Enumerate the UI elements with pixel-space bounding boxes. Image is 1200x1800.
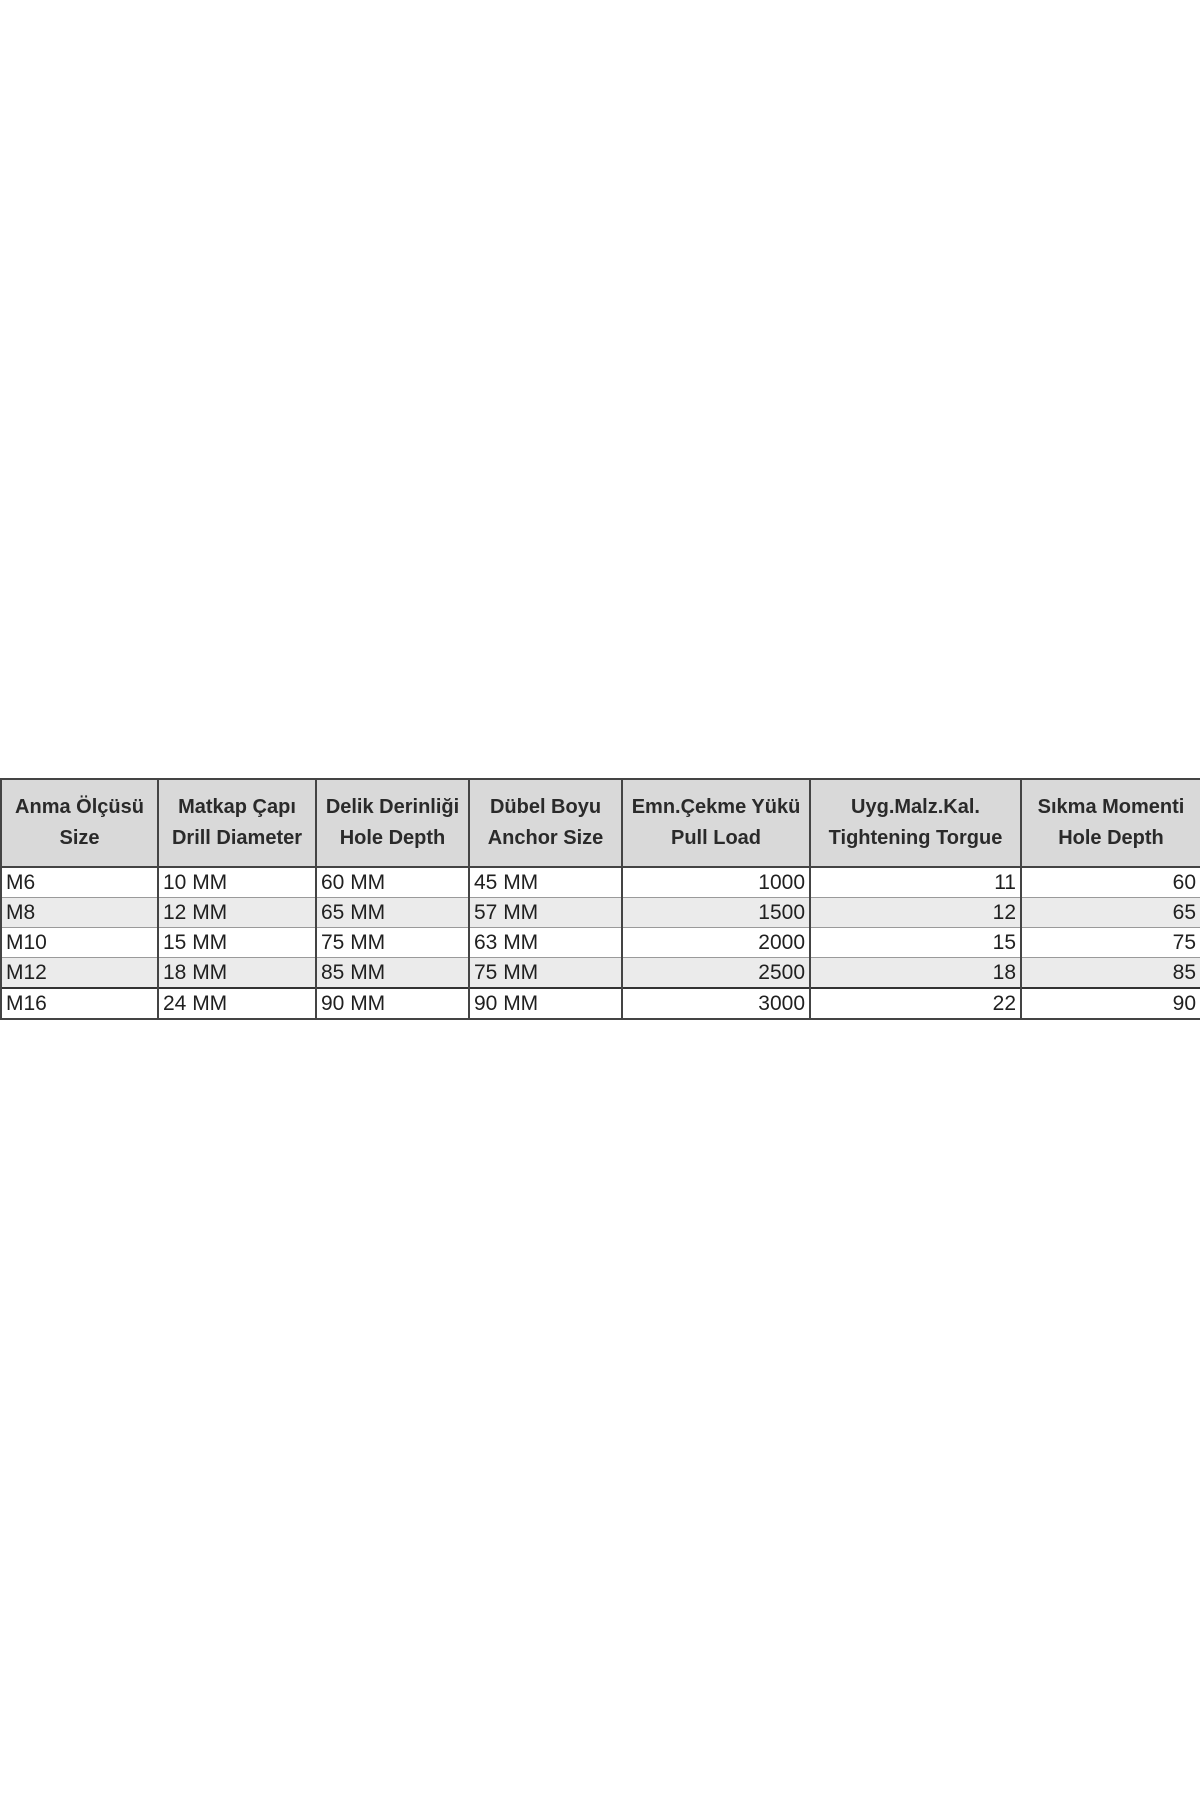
header-hole-depth — [316, 779, 469, 867]
cell-drill-diameter: 15 MM — [158, 928, 316, 958]
cell-tightening-moment: 75 — [1021, 928, 1200, 958]
header-tightening-torque-en: Tightening Torgue — [828, 827, 1003, 849]
cell-size: M16 — [1, 988, 158, 1019]
cell-hole-depth: 75 MM — [316, 928, 469, 958]
header-tightening-moment-en: Hole Depth — [1058, 827, 1164, 849]
cell-hole-depth: 85 MM — [316, 958, 469, 989]
cell-pull-load: 1500 — [622, 898, 810, 928]
cell-tightening-moment: 60 — [1021, 867, 1200, 898]
table-row — [1, 867, 1200, 898]
cell-drill-diameter: 24 MM — [158, 988, 316, 1019]
header-drill-diameter-tr: Matkap Çapı — [178, 796, 296, 818]
table-row — [1, 898, 1200, 928]
header-anchor-size-en: Anchor Size — [487, 827, 604, 849]
cell-anchor-size: 57 MM — [469, 898, 622, 928]
cell-anchor-size: 63 MM — [469, 928, 622, 958]
cell-hole-depth: 65 MM — [316, 898, 469, 928]
cell-tightening-torque: 18 — [810, 958, 1021, 989]
header-size — [1, 779, 158, 867]
header-drill-diameter — [158, 779, 316, 867]
cell-tightening-torque: 11 — [810, 867, 1021, 898]
cell-tightening-moment: 85 — [1021, 958, 1200, 989]
header-pull-load — [622, 779, 810, 867]
cell-anchor-size: 45 MM — [469, 867, 622, 898]
cell-tightening-moment: 90 — [1021, 988, 1200, 1019]
cell-tightening-moment: 65 — [1021, 898, 1200, 928]
cell-tightening-torque: 22 — [810, 988, 1021, 1019]
header-size-tr: Anma Ölçüsü — [15, 796, 144, 818]
header-size-en: Size — [59, 827, 100, 849]
cell-anchor-size: 75 MM — [469, 958, 622, 989]
cell-drill-diameter: 10 MM — [158, 867, 316, 898]
header-tightening-torque-tr: Uyg.Malz.Kal. — [851, 796, 980, 818]
cell-drill-diameter: 18 MM — [158, 958, 316, 989]
header-anchor-size — [469, 779, 622, 867]
header-hole-depth-tr: Delik Derinliği — [325, 796, 460, 818]
cell-anchor-size: 90 MM — [469, 988, 622, 1019]
table-row — [1, 928, 1200, 958]
header-row — [1, 779, 1200, 867]
header-pull-load-en: Pull Load — [671, 827, 761, 849]
cell-size: M6 — [1, 867, 158, 898]
header-pull-load-tr: Emn.Çekme Yükü — [631, 796, 801, 818]
table-row — [1, 958, 1200, 989]
header-tightening-moment — [1021, 779, 1200, 867]
header-drill-diameter-en: Drill Diameter — [171, 827, 303, 849]
cell-drill-diameter: 12 MM — [158, 898, 316, 928]
anchor-spec-table — [0, 778, 1200, 1020]
cell-tightening-torque: 15 — [810, 928, 1021, 958]
cell-pull-load: 1000 — [622, 867, 810, 898]
header-hole-depth-en: Hole Depth — [339, 827, 446, 849]
cell-size: M8 — [1, 898, 158, 928]
cell-size: M10 — [1, 928, 158, 958]
cell-tightening-torque: 12 — [810, 898, 1021, 928]
cell-pull-load: 2000 — [622, 928, 810, 958]
header-tightening-torque — [810, 779, 1021, 867]
cell-hole-depth: 60 MM — [316, 867, 469, 898]
spec-sheet — [0, 778, 1200, 1020]
cell-size: M12 — [1, 958, 158, 989]
header-anchor-size-tr: Dübel Boyu — [489, 796, 602, 818]
header-tightening-moment-tr: Sıkma Momenti — [1037, 796, 1185, 818]
cell-pull-load: 2500 — [622, 958, 810, 989]
cell-hole-depth: 90 MM — [316, 988, 469, 1019]
table-row — [1, 988, 1200, 1019]
cell-pull-load: 3000 — [622, 988, 810, 1019]
